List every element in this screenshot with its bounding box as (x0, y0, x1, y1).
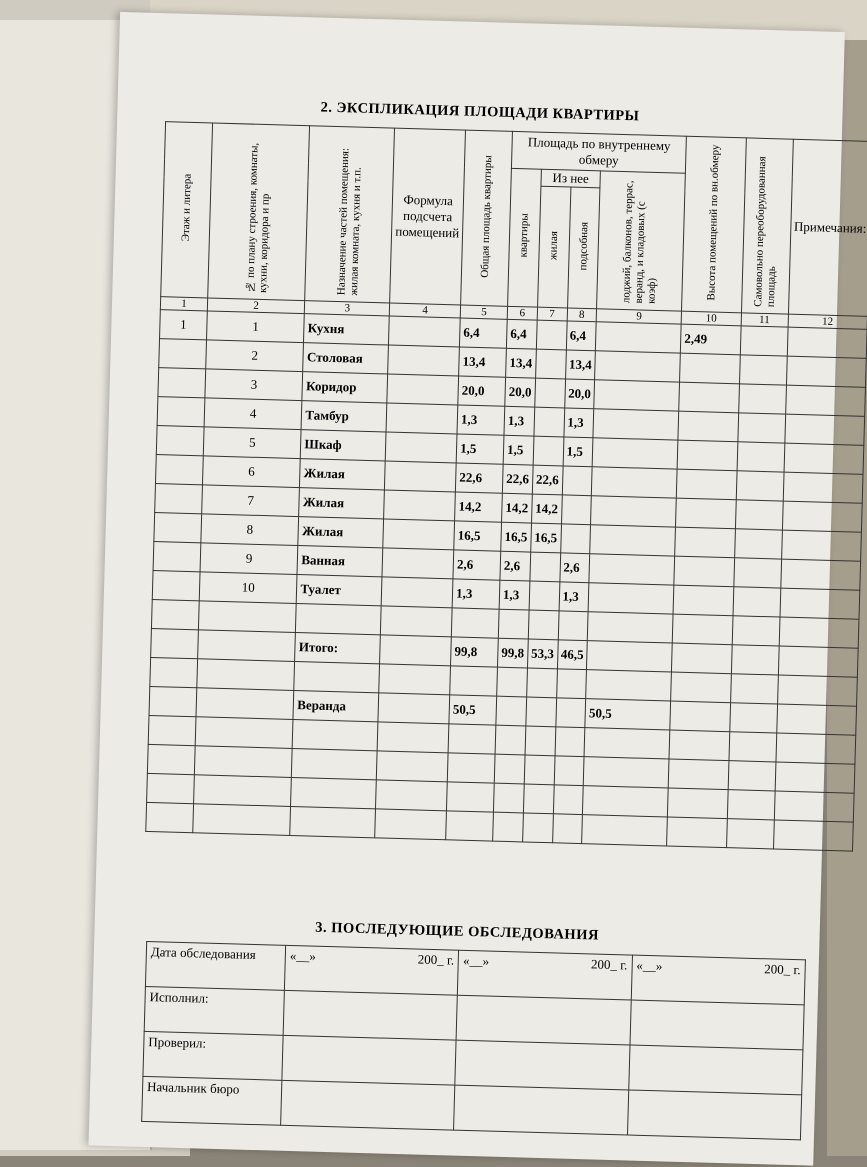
cell-unauth (734, 529, 782, 559)
cell-unauth (732, 616, 780, 646)
cell-total: 50,5 (449, 695, 497, 725)
cell-formula (384, 490, 456, 521)
cell-height (678, 411, 738, 442)
cell-loggia (596, 322, 682, 353)
cell-loggia (582, 815, 668, 846)
cell-apt (493, 783, 524, 813)
cell-notes (773, 820, 853, 851)
cell-no: 4 (204, 398, 302, 430)
header-unauthorized: Самовольно переоборудованная площадь (741, 138, 793, 314)
checked-cell-2[interactable] (455, 1040, 630, 1090)
cell-unauth (729, 703, 777, 733)
header-inner-area: Площадь по внутреннему обмеру (511, 131, 686, 173)
cell-name: Ванная (297, 546, 383, 577)
cell-living (528, 610, 559, 640)
cell-height (672, 643, 732, 674)
cell-no (198, 630, 296, 662)
cell-name (292, 748, 378, 779)
cell-formula (385, 461, 457, 492)
cell-formula (377, 722, 449, 753)
cell-height (676, 498, 736, 529)
date-cell-3[interactable]: «__» 200_ г. (631, 955, 806, 1005)
header-total-area: Общая площадь квартиры (461, 130, 513, 306)
cell-unauth (733, 587, 781, 617)
cell-aux (562, 466, 593, 496)
cell-notes (777, 675, 857, 706)
header-loggias: лоджий, балконов, террас, веранд, и кладовых (с коэф) (597, 171, 686, 311)
cell-floor (147, 744, 195, 774)
cell-name: Веранда (293, 691, 379, 722)
cell-unauth (726, 819, 774, 849)
cell-apt (498, 609, 529, 639)
cell-height (675, 527, 735, 558)
cell-no (198, 601, 296, 633)
cell-height (677, 440, 737, 471)
cell-no: 7 (202, 485, 300, 517)
cell-living: 14,2 (531, 494, 562, 524)
cell-aux (554, 756, 585, 786)
cell-unauth (738, 413, 786, 443)
cell-name: Кухня (304, 314, 390, 345)
cell-no: 5 (203, 427, 301, 459)
cell-loggia (587, 641, 673, 672)
cell-formula (387, 374, 459, 405)
cell-unauth (736, 471, 784, 501)
cell-floor (157, 397, 205, 427)
cell-notes (779, 617, 859, 648)
cell-floor (151, 628, 199, 658)
date-cell-2[interactable]: «__» 200_ г. (458, 950, 633, 1000)
executed-cell-1[interactable] (283, 990, 458, 1040)
cell-loggia (592, 467, 678, 498)
cell-total: 14,2 (455, 492, 503, 522)
cell-living: 53,3 (527, 639, 558, 669)
cell-apt (497, 667, 528, 697)
cell-loggia (584, 728, 670, 759)
cell-living (522, 813, 553, 843)
cell-aux (555, 698, 586, 728)
cell-unauth (731, 645, 779, 675)
cell-aux (560, 524, 591, 554)
cell-formula (386, 403, 458, 434)
cell-living (530, 552, 561, 582)
section2-title: 2. ЭКСПЛИКАЦИЯ ПЛОЩАДИ КВАРТИРЫ (320, 99, 640, 125)
cell-height (669, 730, 729, 761)
cell-apt: 1,5 (503, 435, 534, 465)
cell-height (672, 614, 732, 645)
cell-name: Жилая (300, 459, 386, 490)
cell-no: 3 (205, 369, 303, 401)
cell-formula (381, 577, 453, 608)
cell-height (670, 701, 730, 732)
cell-living (526, 668, 557, 698)
cell-notes (776, 733, 856, 764)
cell-formula (376, 780, 448, 811)
cell-aux: 1,5 (563, 437, 594, 467)
cell-aux: 13,4 (565, 350, 596, 380)
cell-unauth (728, 761, 776, 791)
head-cell-1[interactable] (281, 1080, 456, 1130)
cell-living (523, 784, 554, 814)
cell-total (447, 753, 495, 783)
section3-title: 3. ПОСЛЕДУЮЩИЕ ОБСЛЕДОВАНИЯ (315, 919, 600, 944)
cell-apt (494, 754, 525, 784)
cell-aux: 6,4 (566, 321, 597, 351)
cell-unauth (738, 384, 786, 414)
cell-formula (375, 809, 447, 840)
document-page (88, 12, 867, 1166)
cell-unauth (727, 790, 775, 820)
cell-notes (780, 588, 860, 619)
cell-total: 1,3 (457, 405, 505, 435)
cell-apt (495, 725, 526, 755)
cell-aux: 1,3 (559, 582, 590, 612)
head-cell-2[interactable] (454, 1085, 629, 1135)
cell-total: 1,5 (456, 434, 504, 464)
cell-unauth (734, 558, 782, 588)
cell-living: 16,5 (530, 523, 561, 553)
cell-notes (782, 501, 862, 532)
cell-floor (149, 686, 197, 716)
cell-no (193, 775, 291, 807)
cell-formula (380, 635, 452, 666)
cell-notes (776, 704, 856, 735)
cell-living (534, 407, 565, 437)
cell-apt: 1,3 (499, 580, 530, 610)
cell-notes (785, 385, 865, 416)
cell-notes (784, 414, 864, 445)
cell-total: 99,8 (451, 637, 499, 667)
cell-formula (389, 316, 461, 347)
cell-floor (155, 455, 203, 485)
cell-loggia (588, 583, 674, 614)
checked-cell-3[interactable] (628, 1045, 803, 1095)
cell-notes (780, 559, 860, 590)
cell-formula (378, 693, 450, 724)
cell-total: 16,5 (454, 521, 502, 551)
cell-total: 22,6 (455, 463, 503, 493)
header-of-which: Из нее (541, 169, 601, 188)
cell-floor (155, 484, 203, 514)
cell-apt: 1,3 (504, 406, 535, 436)
cell-formula (377, 751, 449, 782)
cell-apt: 99,8 (498, 638, 529, 668)
cell-total: 20,0 (458, 376, 506, 406)
cell-unauth (739, 355, 787, 385)
cell-total: 2,6 (453, 550, 501, 580)
cell-no (193, 804, 291, 836)
cell-total: 13,4 (459, 347, 507, 377)
cell-no: 6 (202, 456, 300, 488)
cell-name: Тамбур (301, 401, 387, 432)
cell-floor (154, 513, 202, 543)
cell-apt: 20,0 (505, 377, 536, 407)
cell-no: 9 (200, 543, 298, 575)
header-purpose: Назначение частей помещения: жилая комната, кухня и т.п. (305, 126, 395, 303)
cell-name (293, 719, 379, 750)
cell-loggia (583, 757, 669, 788)
cell-no (195, 717, 293, 749)
head-label: Начальник бюро (142, 1076, 282, 1125)
head-cell-3[interactable] (627, 1090, 802, 1140)
date-cell-1[interactable]: «__» 200_ г. (284, 945, 459, 995)
cell-apt (493, 812, 524, 842)
cell-loggia (593, 409, 679, 440)
cell-floor (151, 600, 199, 630)
cell-floor: 1 (160, 310, 208, 340)
cell-living (533, 436, 564, 466)
cell-aux (561, 495, 592, 525)
cell-loggia (592, 438, 678, 469)
cell-total: 1,3 (452, 579, 500, 609)
cell-loggia (595, 351, 681, 382)
cell-name (291, 777, 377, 808)
header-plan-no: № по плану строения, комнаты, кухни, коридора и пр (208, 123, 310, 301)
cell-unauth (735, 500, 783, 530)
cell-name: Жилая (298, 517, 384, 548)
cell-apt: 6,4 (506, 319, 537, 349)
cell-unauth (729, 732, 777, 762)
cell-name (290, 806, 376, 837)
cell-notes (775, 762, 855, 793)
cell-living (535, 378, 566, 408)
cell-apt: 2,6 (500, 551, 531, 581)
header-floor: Этаж и литера (161, 122, 213, 298)
cell-notes (781, 530, 861, 561)
cell-total (451, 608, 499, 638)
cell-notes (787, 327, 867, 358)
cell-living (525, 726, 556, 756)
cell-formula (379, 664, 451, 695)
cell-loggia (588, 612, 674, 643)
cell-name: Коридор (302, 372, 388, 403)
cell-apt: 14,2 (502, 493, 533, 523)
table-body (146, 310, 867, 852)
cell-height (668, 759, 728, 790)
cell-notes (783, 472, 863, 503)
cell-floor (148, 715, 196, 745)
cell-height (673, 585, 733, 616)
cell-apt: 16,5 (501, 522, 532, 552)
cell-no: 2 (206, 340, 304, 372)
cell-aux: 2,6 (559, 553, 590, 583)
cell-height (667, 817, 727, 848)
executed-label: Исполнил: (144, 986, 284, 1035)
cell-aux: 46,5 (557, 640, 588, 670)
cell-no: 8 (201, 514, 299, 546)
cell-name: Жилая (299, 488, 385, 519)
cell-name: Столовая (303, 343, 389, 374)
header-height: Высота помещений по вн.обмеру (682, 136, 746, 313)
cell-living (529, 581, 560, 611)
cell-aux: 20,0 (564, 379, 595, 409)
cell-apt: 22,6 (502, 464, 533, 494)
cell-unauth (740, 326, 788, 356)
cell-living: 22,6 (532, 465, 563, 495)
header-apartment: квартиры (508, 168, 542, 307)
cell-apt (496, 696, 527, 726)
cell-aux (552, 814, 583, 844)
cell-aux (556, 669, 587, 699)
cell-floor (158, 368, 206, 398)
cell-loggia (594, 380, 680, 411)
cell-living (536, 320, 567, 350)
cell-name (296, 604, 382, 635)
cell-loggia (583, 786, 669, 817)
cell-total (446, 811, 494, 841)
cell-aux (558, 611, 589, 641)
cell-no: 10 (199, 572, 297, 604)
cell-unauth (737, 442, 785, 472)
cell-formula (383, 519, 455, 550)
cell-floor (159, 339, 207, 369)
cell-no: 1 (206, 311, 304, 343)
cell-loggia (591, 496, 677, 527)
cell-name: Шкаф (301, 430, 387, 461)
cell-floor (146, 802, 194, 832)
cell-loggia (590, 525, 676, 556)
cell-floor (152, 571, 200, 601)
column-numbers-row: 1 2 3 4 5 6 7 8 9 10 11 12 (160, 297, 867, 330)
cell-loggia: 50,5 (585, 699, 671, 730)
explication-table (145, 121, 867, 851)
cell-floor (147, 773, 195, 803)
cell-no (196, 688, 294, 720)
cell-formula (381, 606, 453, 637)
cell-height (680, 353, 740, 384)
cell-no (194, 746, 292, 778)
cell-formula (388, 345, 460, 376)
cell-notes (774, 791, 854, 822)
inspections-table (141, 941, 806, 1140)
cell-loggia (589, 554, 675, 585)
cell-aux (553, 785, 584, 815)
cell-living (526, 697, 557, 727)
executed-cell-2[interactable] (456, 995, 631, 1045)
header-living: жилая (537, 186, 570, 308)
cell-height (674, 556, 734, 587)
cell-aux (555, 727, 586, 757)
cell-formula (385, 432, 457, 463)
cell-total: 6,4 (460, 318, 508, 348)
header-notes: Примечания: (788, 139, 867, 316)
executed-cell-3[interactable] (630, 1000, 805, 1050)
cell-loggia (586, 670, 672, 701)
cell-name: Итого: (295, 633, 381, 664)
cell-total (447, 782, 495, 812)
cell-height (671, 672, 731, 703)
cell-name: Туалет (297, 575, 383, 606)
cell-total (448, 724, 496, 754)
cell-unauth (730, 674, 778, 704)
cell-height (676, 469, 736, 500)
checked-label: Проверил: (143, 1031, 283, 1080)
cell-floor (150, 657, 198, 687)
date-label: Дата обследования (145, 941, 285, 990)
cell-notes (786, 356, 866, 387)
cell-height (679, 382, 739, 413)
header-auxiliary: подсобная (567, 187, 600, 309)
cell-name (294, 662, 380, 693)
cell-notes (784, 443, 864, 474)
cell-no (197, 659, 295, 691)
cell-height: 2,49 (680, 324, 740, 355)
cell-height (667, 788, 727, 819)
cell-living (524, 755, 555, 785)
cell-formula (382, 548, 454, 579)
cell-living (535, 349, 566, 379)
cell-total (450, 666, 498, 696)
header-formula: Формула подсчета помещений (390, 128, 466, 305)
cell-floor (153, 542, 201, 572)
checked-cell-1[interactable] (282, 1035, 457, 1085)
cell-notes (778, 646, 858, 677)
cell-apt: 13,4 (506, 348, 537, 378)
cell-floor (156, 426, 204, 456)
cell-aux: 1,3 (563, 408, 594, 438)
